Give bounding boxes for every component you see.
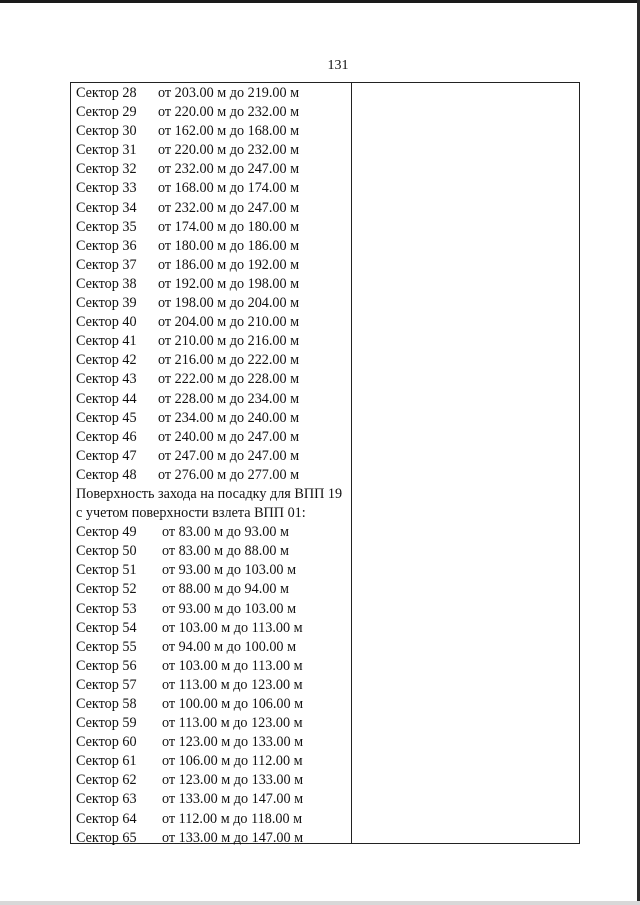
sector-label: Сектор 32 [76, 161, 137, 178]
sector-height-range: от 113.00 м до 123.00 м [162, 676, 303, 693]
sector-height-range: от 192.00 м до 198.00 м [158, 275, 300, 292]
sector-height-range: от 232.00 м до 247.00 м [158, 161, 300, 178]
table-row [76, 714, 351, 733]
table-row [76, 657, 351, 676]
sector-label: Сектор 37 [76, 256, 137, 273]
sector-height-range: от 198.00 м до 204.00 м [158, 295, 300, 312]
scan-edge-bottom [0, 901, 640, 905]
table-row [76, 409, 351, 428]
table-row [76, 523, 351, 542]
sector-label: Сектор 36 [76, 237, 137, 254]
sector-label: Сектор 52 [76, 581, 137, 598]
sector-height-range: от 123.00 м до 133.00 м [162, 772, 304, 789]
sector-height-range: от 204.00 м до 210.00 м [158, 314, 300, 331]
sector-height-range: от 180.00 м до 186.00 м [158, 237, 300, 254]
sector-height-range: от 100.00 м до 106.00 м [162, 696, 304, 712]
sector-height-range: от 228.00 м до 234.00 м [158, 390, 300, 407]
sector-height-range: от 168.00 м до 174.00 м [158, 180, 300, 197]
sector-label: Сектор 60 [76, 734, 137, 751]
sector-height-range: от 222.00 м до 228.00 м [158, 371, 300, 388]
table-row [76, 160, 351, 179]
sector-label: Сектор 46 [76, 428, 137, 445]
table-row [76, 275, 351, 294]
sector-height-range: от 94.00 м до 100.00 м [162, 638, 297, 655]
sector-label: Сектор 49 [76, 524, 137, 541]
sector-label: Сектор 53 [76, 600, 137, 617]
sector-height-range: от 112.00 м до 118.00 м [162, 810, 303, 827]
table-row [76, 351, 351, 370]
table-row [76, 294, 351, 313]
table-row [76, 561, 351, 580]
table-row [76, 733, 351, 752]
table-row [76, 199, 351, 218]
table-row [76, 466, 351, 485]
table-row [76, 600, 351, 619]
sector-label: Сектор 55 [76, 638, 137, 655]
sector-height-range: от 220.00 м до 232.00 м [158, 104, 300, 121]
table-row [76, 752, 351, 771]
sector-label: Сектор 51 [76, 562, 137, 579]
sector-height-range: от 93.00 м до 103.00 м [162, 600, 297, 617]
sector-label: Сектор 41 [76, 333, 137, 350]
sector-height-range: от 113.00 м до 123.00 м [162, 715, 303, 732]
sector-height-range: от 247.00 м до 247.00 м [158, 447, 300, 464]
sector-label: Сектор 56 [76, 657, 137, 674]
sector-height-range: от 216.00 м до 222.00 м [158, 352, 300, 369]
section-heading-line-2: с учетом поверхности взлета ВПП 01: [76, 505, 306, 522]
sector-height-range: от 220.00 м до 232.00 м [158, 142, 300, 159]
sector-height-range: от 83.00 м до 93.00 м [162, 524, 289, 541]
sector-height-range: от 276.00 м до 277.00 м [158, 466, 300, 483]
scan-edge-top [0, 0, 640, 3]
sector-height-range: от 103.00 м до 113.00 м [162, 619, 303, 636]
sector-height-range: от 162.00 м до 168.00 м [158, 123, 300, 140]
table-row [76, 676, 351, 695]
table-row [76, 237, 351, 256]
sector-label: Сектор 35 [76, 218, 137, 235]
sector-height-range: от 186.00 м до 192.00 м [158, 256, 300, 273]
table-row [76, 829, 351, 848]
table-row [76, 122, 351, 141]
sector-label: Сектор 57 [76, 676, 137, 693]
table-row [76, 179, 351, 198]
table-row [76, 790, 351, 809]
table-row [76, 103, 351, 122]
sector-label: Сектор 65 [76, 829, 137, 846]
table-row [76, 580, 351, 599]
table-row [76, 428, 351, 447]
table-row [76, 542, 351, 561]
sector-height-range: от 203.00 м до 219.00 м [158, 85, 300, 101]
sector-label: Сектор 42 [76, 352, 137, 369]
sector-label: Сектор 31 [76, 142, 137, 159]
table-row [76, 619, 351, 638]
sector-height-range: от 174.00 м до 180.00 м [158, 218, 300, 235]
sector-height-range: от 232.00 м до 247.00 м [158, 199, 300, 216]
sector-label: Сектор 62 [76, 772, 137, 789]
sector-label: Сектор 39 [76, 295, 137, 312]
sector-height-range: от 93.00 м до 103.00 м [162, 562, 297, 579]
table-row [76, 810, 351, 829]
sector-label: Сектор 44 [76, 390, 137, 407]
sector-label: Сектор 59 [76, 715, 137, 732]
sector-label: Сектор 30 [76, 123, 137, 140]
sector-label: Сектор 43 [76, 371, 137, 388]
sector-label: Сектор 45 [76, 409, 137, 426]
table-row [76, 141, 351, 160]
table-row [76, 84, 351, 103]
table-row [76, 218, 351, 237]
sector-label: Сектор 29 [76, 104, 137, 121]
sector-group-2 [76, 523, 351, 848]
sector-label: Сектор 63 [76, 791, 137, 808]
sector-height-range: от 88.00 м до 94.00 м [162, 581, 289, 598]
sector-height-range: от 106.00 м до 112.00 м [162, 753, 303, 770]
sector-label: Сектор 28 [76, 85, 137, 101]
table-row [76, 447, 351, 466]
sector-label: Сектор 40 [76, 314, 137, 331]
sector-list [76, 84, 351, 848]
sector-height-range: от 133.00 м до 147.00 м [162, 791, 304, 808]
sector-height-range: от 240.00 м до 247.00 м [158, 428, 300, 445]
sector-table [70, 82, 580, 844]
table-row [76, 390, 351, 409]
sector-height-range: от 210.00 м до 216.00 м [158, 333, 300, 350]
page-number: 131 [327, 58, 349, 73]
table-row [76, 256, 351, 275]
sector-height-range: от 133.00 м до 147.00 м [162, 829, 304, 846]
table-row [76, 313, 351, 332]
sector-height-range: от 83.00 м до 88.00 м [162, 543, 289, 560]
table-row [76, 638, 351, 657]
section-heading-line-1: Поверхность захода на посадку для ВПП 19 [76, 485, 343, 502]
sector-label: Сектор 34 [76, 199, 137, 216]
sector-label: Сектор 61 [76, 753, 137, 770]
sector-label: Сектор 33 [76, 180, 137, 197]
sector-label: Сектор 58 [76, 696, 137, 712]
column-divider [351, 83, 352, 843]
sector-height-range: от 103.00 м до 113.00 м [162, 657, 303, 674]
sector-group-1 [76, 84, 351, 485]
sector-label: Сектор 48 [76, 466, 137, 483]
table-row [76, 771, 351, 790]
sector-height-range: от 123.00 м до 133.00 м [162, 734, 304, 751]
table-row [76, 332, 351, 351]
sector-label: Сектор 47 [76, 447, 137, 464]
sector-label: Сектор 54 [76, 619, 137, 636]
sector-label: Сектор 64 [76, 810, 137, 827]
sector-height-range: от 234.00 м до 240.00 м [158, 409, 300, 426]
sector-label: Сектор 38 [76, 275, 137, 292]
table-row [76, 695, 351, 714]
sector-label: Сектор 50 [76, 543, 137, 560]
table-row [76, 370, 351, 389]
